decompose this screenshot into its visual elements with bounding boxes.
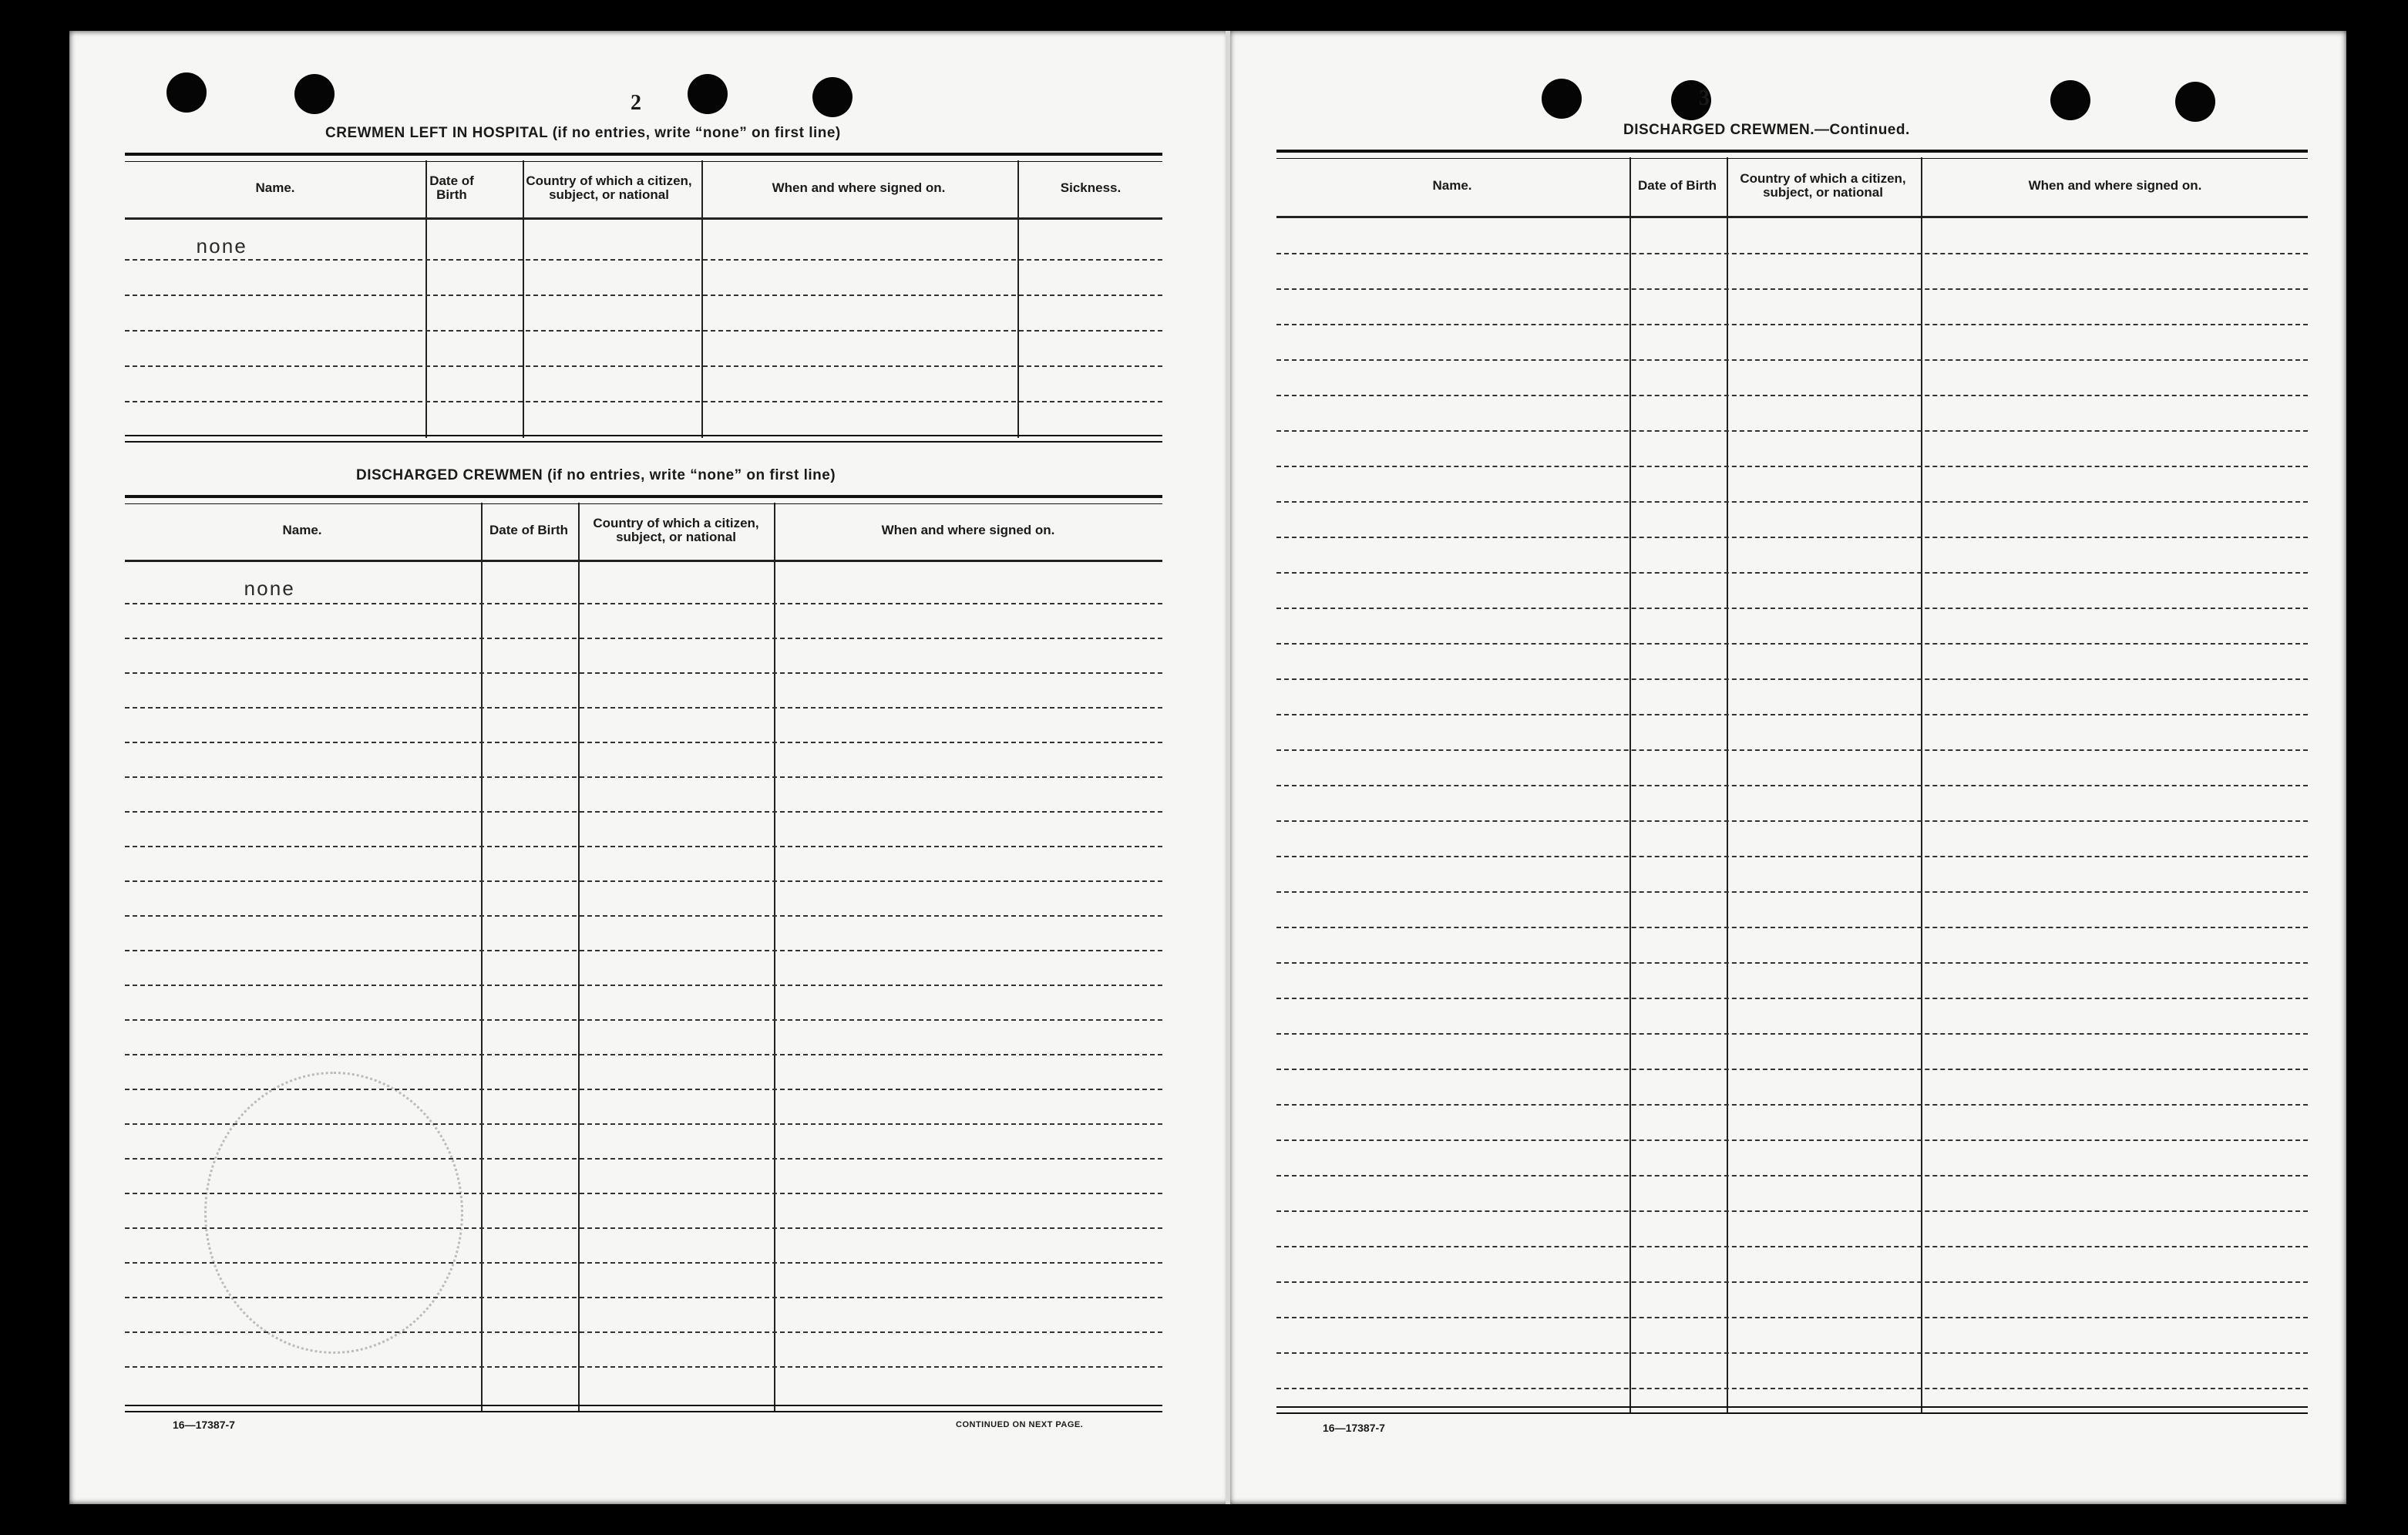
page-number-right: 3	[1699, 86, 1710, 110]
entry-row	[125, 776, 1162, 778]
entry-row	[1276, 927, 2308, 928]
punch-hole	[688, 74, 728, 114]
column-divider	[425, 160, 427, 438]
entry-row	[125, 811, 1162, 813]
column-divider	[1017, 160, 1019, 438]
col-head-dob: Date of Birth	[1638, 178, 1717, 193]
entry-row	[125, 1366, 1162, 1368]
entry-row	[125, 1054, 1162, 1055]
discharged-title-text: DISCHARGED CREWMEN	[356, 467, 543, 483]
punch-hole	[294, 74, 335, 114]
entry-row	[1276, 1352, 2308, 1354]
entry-row	[125, 259, 1162, 261]
entry-row	[1276, 466, 2308, 467]
column-divider	[481, 503, 483, 1412]
column-divider	[578, 503, 580, 1412]
entry-row	[125, 330, 1162, 332]
discharged-title-note: (if no entries, write “none” on first line)	[547, 467, 836, 483]
entry-row	[1276, 891, 2308, 893]
discharged-continued-table	[1276, 150, 2308, 1422]
col-head-country: Country of which a citizen, subject, or national	[593, 516, 759, 544]
entry-row	[125, 707, 1162, 709]
continued-note: CONTINUED ON NEXT PAGE.	[956, 1420, 1084, 1429]
entry-row	[1276, 678, 2308, 680]
hospital-title-text: CREWMEN LEFT IN HOSPITAL	[325, 125, 548, 141]
punch-hole	[2175, 82, 2215, 122]
hospital-table	[125, 153, 1162, 446]
entry-row	[1276, 1210, 2308, 1212]
table-bottom-rule	[125, 1405, 1162, 1412]
entry-row	[1276, 1069, 2308, 1070]
entry-row	[1276, 749, 2308, 751]
entry-row	[125, 603, 1162, 604]
entry-row	[125, 1019, 1162, 1021]
entry-row	[125, 985, 1162, 986]
entry-row	[1276, 820, 2308, 822]
discharged-entry-name: none	[244, 578, 295, 601]
entry-row	[1276, 395, 2308, 396]
col-head-signed-on: When and where signed on.	[881, 523, 1055, 537]
entry-row	[125, 365, 1162, 367]
table-bottom-rule	[125, 435, 1162, 443]
header-rule	[125, 560, 1162, 562]
entry-row	[1276, 1317, 2308, 1318]
form-number-left: 16—17387-7	[173, 1419, 235, 1431]
hospital-title-note: (if no entries, write “none” on first line)	[552, 125, 841, 141]
entry-row	[1276, 501, 2308, 503]
entry-row	[125, 672, 1162, 674]
entry-row	[1276, 1175, 2308, 1176]
entry-row	[125, 1158, 1162, 1160]
entry-row	[1276, 856, 2308, 857]
entry-row	[1276, 998, 2308, 999]
entry-row	[1276, 324, 2308, 325]
col-head-name: Name.	[255, 180, 295, 195]
col-head-country: Country of which a citizen, subject, or national	[1740, 171, 1906, 200]
entry-row	[125, 295, 1162, 296]
col-head-signed-on: When and where signed on.	[772, 180, 946, 195]
form-number-right: 16—17387-7	[1323, 1422, 1385, 1434]
entry-row	[125, 846, 1162, 847]
entry-row	[1276, 1104, 2308, 1106]
entry-row	[1276, 785, 2308, 786]
entry-row	[125, 950, 1162, 951]
entry-row	[125, 638, 1162, 639]
col-head-dob: Date of Birth	[429, 173, 474, 202]
entry-row	[125, 1262, 1162, 1264]
table-bottom-rule	[1276, 1406, 2308, 1414]
entry-row	[125, 1123, 1162, 1125]
entry-row	[1276, 714, 2308, 715]
entry-row	[125, 1227, 1162, 1229]
entry-row	[125, 1089, 1162, 1090]
hospital-section-title	[325, 125, 841, 142]
entry-row	[125, 401, 1162, 402]
hospital-entry-name: none	[196, 236, 247, 259]
entry-row	[1276, 1139, 2308, 1141]
entry-row	[1276, 643, 2308, 645]
entry-row	[125, 1331, 1162, 1333]
column-divider	[701, 160, 703, 438]
entry-row	[125, 1193, 1162, 1194]
entry-row	[1276, 962, 2308, 964]
entry-row	[1276, 537, 2308, 538]
entry-row	[1276, 430, 2308, 432]
punch-hole	[2050, 80, 2090, 120]
header-rule	[1276, 216, 2308, 218]
entry-row	[1276, 572, 2308, 574]
entry-row	[125, 742, 1162, 743]
col-head-signed-on: When and where signed on.	[2028, 178, 2202, 193]
entry-row	[125, 915, 1162, 917]
column-divider	[523, 160, 524, 438]
header-rule	[125, 217, 1162, 220]
col-head-name: Name.	[1432, 178, 1472, 193]
entry-row	[1276, 1388, 2308, 1389]
page-number-left: 2	[631, 91, 641, 115]
entry-row	[1276, 1033, 2308, 1035]
entry-row	[125, 1297, 1162, 1298]
page-gutter	[1226, 31, 1230, 1504]
discharged-table	[125, 495, 1162, 1420]
col-head-sickness: Sickness.	[1060, 180, 1122, 195]
entry-row	[1276, 359, 2308, 361]
col-head-dob: Date of Birth	[489, 523, 568, 537]
entry-row	[1276, 1246, 2308, 1247]
entry-row	[1276, 608, 2308, 609]
col-head-country: Country of which a citizen, subject, or national	[526, 173, 692, 202]
column-divider	[774, 503, 775, 1412]
discharged-section-title	[356, 467, 836, 484]
col-head-name: Name.	[282, 523, 322, 537]
discharged-continued-title: DISCHARGED CREWMEN.—Continued.	[1623, 122, 1910, 138]
punch-hole	[1542, 79, 1582, 119]
entry-row	[125, 880, 1162, 882]
entry-row	[1276, 1281, 2308, 1283]
punch-hole	[166, 72, 207, 113]
punch-hole	[812, 77, 853, 117]
entry-row	[1276, 253, 2308, 254]
entry-row	[1276, 288, 2308, 290]
